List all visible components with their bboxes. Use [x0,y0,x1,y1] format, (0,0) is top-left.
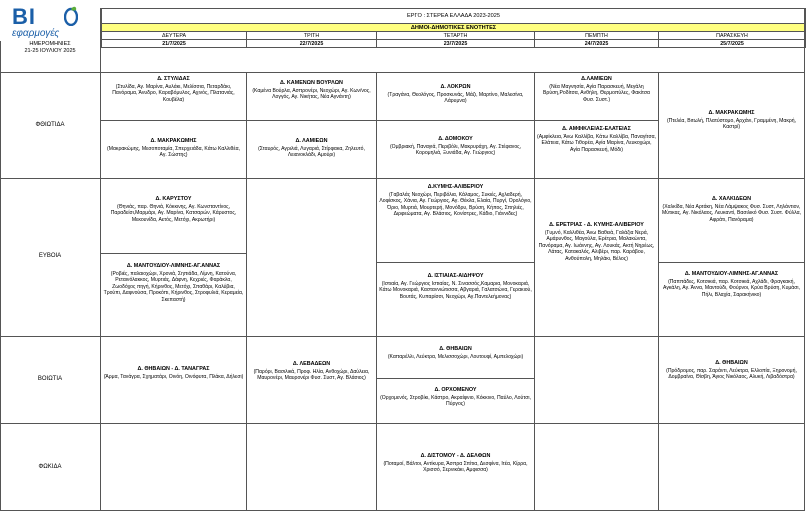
region-viotia: ΒΟΙΩΤΙΑ [37,376,63,382]
day-header-thursday: ΠΕΜΠΤΗ [535,32,659,40]
locations-text: (Μακρακώμης, Μεσοποταμία, Σπερχειάδα, Κάτω Καλλιθέα, Αγ. Σώστης) [107,145,240,159]
dates-label: ΗΜΕΡΟΜΗΝΙΕΣ [29,41,71,47]
grid-line [0,72,805,73]
locations-text: (Τραγάνα, Θεολόγος, Προσκυνάς, Μάζι, Μαρτίνο, Μαλεσίνα, Λάρυμνα) [387,91,524,105]
municipality-heading: Δ. ΜΑΝΤΟΥΔΙΟΥ-ΛΙΜΝΗΣ-ΑΓ.ΑΝΝΑΣ [126,263,221,269]
bio-logo [2,4,98,40]
locations-text: (Σταυρός, Αγριλιά, Λυγαριά, Στίρφακα, Ζηλευτό, Λειανοκλάδι, Αμούρι) [258,145,365,159]
locations-text: (Καπαρέλλι, Λεύκτρα, Μελισσοχώρι, Λουτουφί, Αμπελοχώρι) [387,353,524,360]
locations-text: (Καμένα Βούρλα, Ασπρονέρι, Νεοχώρι, Αγ. Κων/νος, Λογγός, Αγ. Νικήτας, Νέα Αγνάντη) [252,87,371,101]
municipality-heading: Δ. ΜΑΚΡΑΚΩΜΗΣ [150,138,197,144]
header-table [101,8,806,48]
date-thursday: 24/7/2025 [535,40,659,48]
locations-text: (Παππάδες, Κοτσικιά, παρ. Κοτσικιά, Αχλάδι, Φραγκακή, Αγκάλη, Αγ. Άννα, Μαντούδι, Φούρνοι, Κρύα Βρύση, Κυμάσι, Πήλι, Βλαχία, Σαρακήνικο) [663,278,800,298]
municipality-heading: Δ.ΛΑΜΙΕΩΝ [581,76,612,82]
region-fokida: ΦΩΚΙΔΑ [38,464,62,470]
locations-text: (Πτελέα, Βιτωλή, Πλατύστομο, Αρχάνι, Γραμμένη, Μακρή, Καστρί) [666,117,797,131]
leaf-o-icon [64,6,78,26]
dates-range: 21-25 ΙΟΥΛΙΟΥ 2025 [24,48,76,54]
logo-text: BI [12,4,36,29]
grid-line [0,41,1,511]
locations-text: (Γαβαλάς Νεοχώρι, Περιβόλια, Κάλαμος, Συκιές, Αχλαδερή, Λοφίσκος, Χάνια, Αγ. Γεώργιος, Αγ. Θέκλα, Ελαία, Πυργί, Ορολόγιο, Όριο, Μυρτιά, Μουρτερή, Μονόδρυ, Βρύση, Κήπος, Σπηλιές, Διρφεώματα, Αγ. Βλάσιος, Κονίστρες, Κάδιο, Γιάννιδες) [379,191,532,218]
day-header-monday: ΔΕΥΤΕΡΑ [102,32,247,40]
municipality-heading: Δ. ΘΗΒΑΙΩΝ - Δ. ΤΑΝΑΓΡΑΣ [137,366,210,372]
cell-eub-mon-2 [101,263,246,304]
municipality-heading: Δ. ΘΗΒΑΙΩΝ [439,346,472,352]
locations-text: (Χαλκίδα, Νέα Αρτάκη, Νέα Λάμψακος Φυσ. Συστ, Ληλάντιον, Μύτικας, Αγ. Νικόλαος, Λευκαντί, Βασιλικό Φυσ. Συστ. Φύλλα, Αφράτι, Πανόραμα) [662,203,801,223]
cell-fth-wed-1 [377,84,534,105]
date-wednesday: 23/7/2025 [377,40,535,48]
grid-line [247,120,376,121]
locations-text: (Ορχομενός, Στροβίκι, Κάστρο, Ακραίφνιο, Κόκκινο, Παύλο, Λούτσι, Πύργος) [380,394,531,408]
locations-text: (Νέα Μαγνησία, Αγία Παρασκευή, Μεγάλη Βρύση,Ροδίτσα, Ανθήλη, Θερμοπύλες, Φακίτσα Φυσ. Συστ.) [543,83,650,103]
municipality-heading: Δ. ΛΑΜΙΕΩΝ [295,138,328,144]
cell-eub-wed-1 [377,184,534,218]
municipality-heading: Δ. ΧΑΛΚΙΔΕΩΝ [711,196,752,202]
document-title: ΕΡΓΟ : ΣΤΕΡΕΑ ΕΛΛΑΔΑ 2023-2025 [102,9,806,24]
municipality-heading: Δ. ΑΜΦΙΚΛΕΙΑΣ-ΕΛΑΤΕΙΑΣ [562,126,631,132]
locations-text: (Ιστιαία, Αγ. Γεώργιος Ιστιαίας, Ν. Σινασσός,Καμαρια, Μονοκαριά, Κάτω Μονοκαριά, Κασταννιώτισσα, Αβγαριά, Γαλατσώνα, Γερακιού, Βουτάς, Κυπαρίσσι, Νεοχώρι, Αγ.Παντελεήμονας) [379,280,532,300]
cell-eub-fri-2 [659,271,804,298]
grid-line [659,262,804,263]
cell-boi-mon [101,366,246,380]
dates-header [0,41,100,55]
municipality-heading: Δ. ΛΕΒΑΔΕΩΝ [292,361,331,367]
date-monday: 21/7/2025 [102,40,247,48]
municipality-heading: Δ.ΚΥΜΗΣ-ΑΛΙΒΕΡΙΟΥ [427,184,484,190]
cell-fth-thu-1 [535,76,658,103]
grid-line [0,423,805,424]
cell-fth-mon-1 [101,76,246,103]
cell-eub-fri-1 [659,196,804,223]
logo-subtext: εφαρμογές [12,28,60,39]
locations-text: (Θηνιάς, παρ. Θηνιά, Κόκκινης, Αγ. Κωνσταντίνος, Παραδείσι,Μαρμάρι, Αγ. Μαρίνα, Κατσαρών, Κάρυστος, Μεκουνίδα, Αετός, Μετόχι, Ακρωτήρι) [110,203,237,223]
locations-text: (Ομβριακή, Παναγιά, Περιβόλι, Μακρυράχη, Αγ. Στέφανος, Κορομηλιά, Ξυνιάδα, Αγ. Γεώργιος) [389,143,522,157]
municipality-heading: Δ. ΜΑΝΤΟΥΔΙΟΥ-ΛΙΜΝΗΣ-ΑΓ.ΑΝΝΑΣ [684,271,779,277]
locations-text: (Ποταμοί, Βάλτοι, Αντίκυρα, Άσπρα Σπίτια, Δεσφίνα, Ιτέα, Κίρρα, Χρισσό, Σερνικάκι, Αμφισσα) [383,460,528,474]
cell-eub-wed-2 [377,273,534,300]
municipality-heading: Δ. ΕΡΕΤΡΙΑΣ - Δ. ΚΥΜΗΣ-ΑΛΙΒΕΡΙΟΥ [549,222,644,228]
date-tuesday: 22/7/2025 [247,40,377,48]
cell-fth-fri-1 [659,110,804,131]
grid-line [0,178,805,179]
cell-fth-thu-2 [535,126,658,153]
grid-line [804,8,805,511]
grid-line [0,336,805,337]
municipality-heading: Δ. ΘΗΒΑΙΩΝ [715,360,748,366]
municipality-heading: Δ. ΚΑΡΥΣΤΟΥ [155,196,192,202]
cell-fth-mon-2 [101,138,246,159]
region-fthiotida: ΦΘΙΩΤΙΔΑ [35,122,65,128]
locations-text: (Στυλίδα, Αγ. Μαρίνα, Αυλάκι, Μελίσσια, Πεταρδάκι, Πανόραμα, Άνυδρο, Καραβόμυλος, Αχινός, Πλατανιάς, Κουβέλα) [112,83,235,103]
day-header-friday: ΠΑΡΑΣΚΕΥΗ [659,32,806,40]
municipality-heading: Δ. ΜΑΚΡΑΚΩΜΗΣ [708,110,755,116]
cell-fth-tue-1 [247,80,376,101]
locations-text: (Γυμνό, Καλλιθέα, Άνω Βαθειά, Γαλάζια Νερά, Αμάρυνθος, Μαγούλα, Ερέτρια, Μαλακώντα, Πανόραμα, Αγ. Ιωάννης, Αγ. Λουκάς, Ακτή Νηρέως, Λάτας, Κατακαλός, Αλιβέρι, παρ. Καράβου, Ανθούπολη, Μηλάκι, Βέλος) [538,229,655,262]
locations-text: (Ροβιές, παλαιοχώρι, Χρονιά, Σηπιάδα, Λίμνη, Κατούνα, Ρεταινόλακκος, Μυρτιάς, Δάφνη, Κεχριές, Φαράκλα, Ζωοδόχος πηγή, Κήρινθος, Μετόχι, Σπαθάρι, Καλύβια, Τρούπι, Δαφνούσα, Προκόπι, Κήρινθος, Στροφυλιά, Κεραμεία, Σκεπαστή) [103,270,244,303]
grid-line [0,510,805,511]
cell-boi-fri [659,360,804,381]
day-header-tuesday: ΤΡΙΤΗ [247,32,377,40]
grid-line [101,120,246,121]
cell-eub-thu [535,222,658,263]
cell-eub-mon-1 [101,196,246,223]
cell-boi-wed-1 [377,346,534,360]
locations-text: (Πρόδρομος, παρ. Σαράντι, Λεύκτρα, Ελλοπία, Ξηρονομή, Δομβραίνα, Θίσβη, Άγιος Νικόλαος, Αλυκή, Λιβαδόστρα) [666,367,797,381]
date-friday: 25/7/2025 [659,40,806,48]
cell-boi-wed-2 [377,387,534,408]
locations-text: (Παρόρι, Βασιλικά, Προφ. Ηλία, Ανθοχώρι, Δαύλεια, Μαυρονέρι, Μαυρονέρι Φυσ. Συστ, Αγ. Βλάσιος) [253,368,370,382]
municipality-heading: Δ. ΔΟΜΟΚΟΥ [438,136,473,142]
cell-fth-wed-2 [377,136,534,157]
grid-line [377,262,534,263]
document-subtitle: ΔΗΜΟΙ-ΔΗΜΟΤΙΚΕΣ ΕΝΟΤΗΤΕΣ [102,24,806,32]
region-evia: ΕΥΒΟΙΑ [38,253,62,259]
grid-line [101,253,246,254]
grid-line [377,378,534,379]
locations-text: (Άρμα, Τανάγρα, Σχηματάρι, Οινόη, Οινόφυτα, Πλάκα, Δήλεσι) [103,373,244,380]
municipality-heading: Δ. ΣΤΥΛΙΔΑΣ [157,76,190,82]
municipality-heading: Δ. ΟΡΧΟΜΕΝΟΥ [434,387,477,393]
municipality-heading: Δ. ΔΙΣΤΟΜΟΥ - Δ. ΔΕΛΦΩΝ [420,453,491,459]
grid-line [377,120,534,121]
cell-fth-tue-2 [247,138,376,159]
day-header-wednesday: ΤΕΤΑΡΤΗ [377,32,535,40]
municipality-heading: Δ. ΛΟΚΡΩΝ [440,84,471,90]
municipality-heading: Δ. ΙΣΤΙΑΙΑΣ-ΑΙΔΗΨΟΥ [427,273,484,279]
grid-line [535,120,658,121]
locations-text: (Αμφίκλεια, Άνω Καλλίβα, Κάτω Καλλίβα, Παναγίτσα, Ελάτεια, Κάτω Τιθορέα, Αγία Μαρίνα, Λευκοχώρι, Αγία Παρασκευή, Μόδι) [537,133,656,153]
cell-fok-wed [377,453,534,474]
municipality-heading: Δ. ΚΑΜΕΝΩΝ ΒΟΥΡΛΩΝ [280,80,343,86]
cell-boi-tue [247,361,376,382]
